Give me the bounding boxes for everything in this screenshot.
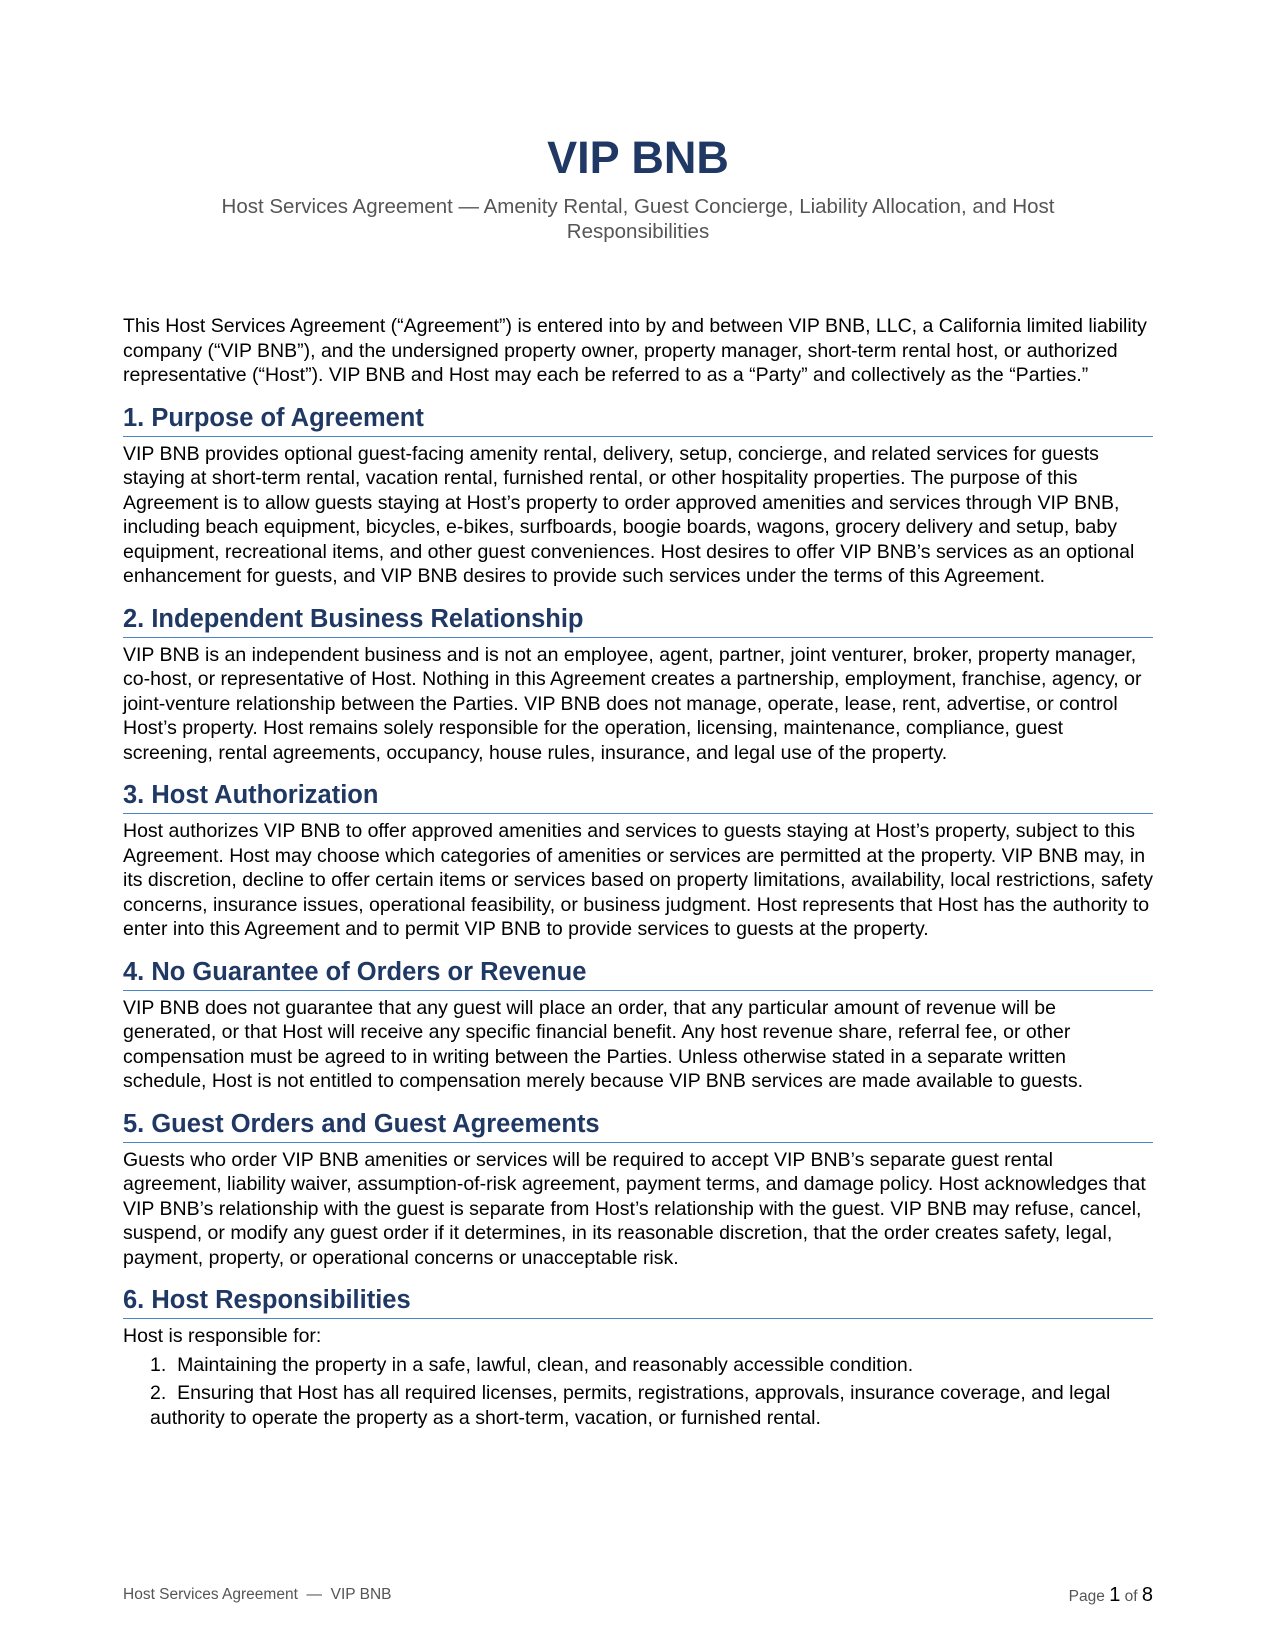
section-heading: 4. No Guarantee of Orders or Revenue [123, 955, 1153, 991]
list-item [150, 1353, 1153, 1378]
section-host-authorization [123, 778, 1153, 942]
total-pages: 8 [1141, 1584, 1153, 1606]
section-no-guarantee [123, 955, 1153, 1094]
section-body: Host is responsible for: [123, 1325, 322, 1348]
section-heading: 5. Guest Orders and Guest Agreements [123, 1107, 1153, 1143]
document-title: VIP BNB [547, 132, 729, 183]
section-independent-relationship [123, 602, 1153, 766]
section-purpose [123, 401, 1153, 589]
section-body: VIP BNB does not guarantee that any guest will place an order, that any particular amount of revenue will be generated, or that Host will receive any specific financial benefit. Any host revenue share, referral fee, or other compensation must be agreed to in writing between the Parties. Unless otherwise stated in a separate written schedule, Host is not entitled to compensation merely because VIP BNB services are made available to guests. [123, 996, 1083, 1093]
list-item-text: Maintaining the property in a safe, lawful, clean, and reasonably accessible condition. [177, 1353, 914, 1376]
section-body: VIP BNB provides optional guest-facing amenity rental, delivery, setup, concierge, and related services for guests staying at short-term rental, vacation rental, furnished rental, or other hospitality properties. The purpose of this Agreement is to allow guests staying at Host’s property to order approved amenities and services through VIP BNB, including beach equipment, bicycles, e-bikes, surfboards, boogie boards, wagons, grocery delivery and setup, baby equipment, recreational items, and other guest conveniences. Host desires to offer VIP BNB’s services as an optional enhancement for guests, and VIP BNB desires to provide such services under the terms of this Agreement. [123, 442, 1135, 588]
footer-page-number [1069, 1584, 1153, 1607]
page-footer [123, 1584, 1153, 1606]
list-item [150, 1381, 1153, 1430]
section-body: VIP BNB is an independent business and is not an employee, agent, partner, joint venturer, broker, property manager, co-host, or representative of Host. Nothing in this Agreement creates a partnership, employment, franchise, agency, or joint-venture relationship between the Parties. VIP BNB does not manage, operate, lease, rent, advertise, or control Host’s property. Host remains solely responsible for the operation, licensing, maintenance, compliance, guest screening, rental agreements, occupancy, house rules, insurance, and legal use of the property. [123, 643, 1142, 764]
document-subtitle: Host Services Agreement — Amenity Rental, Guest Concierge, Liability Allocation, and Host Responsibilities [221, 195, 1055, 243]
section-heading: 2. Independent Business Relationship [123, 602, 1153, 638]
page-label: Page [1068, 1588, 1105, 1605]
document-page [123, 0, 1153, 1434]
list-item-text: Ensuring that Host has all required licenses, permits, registrations, approvals, insurance coverage, and legal authority to operate the property as a short-term, vacation, or furnished rental. [150, 1382, 1111, 1429]
section-body: Host authorizes VIP BNB to offer approved amenities and services to guests staying at Host’s property, subject to this Agreement. Host may choose which categories of amenities or services are permitted at the property. VIP BNB may, in its discretion, decline to offer certain items or services based on property limitations, availability, local restrictions, safety concerns, insurance issues, operational feasibility, or business judgment. Host represents that Host has the authority to enter into this Agreement and to permit VIP BNB to provide services to guests at the property. [123, 820, 1153, 941]
section-heading: 1. Purpose of Agreement [123, 401, 1153, 437]
section-body: Guests who order VIP BNB amenities or services will be required to accept VIP BNB’s separate guest rental agreement, liability waiver, assumption-of-risk agreement, payment terms, and damage policy. Host acknowledges that VIP BNB’s relationship with the guest is separate from Host’s relationship with the guest. VIP BNB may refuse, cancel, suspend, or modify any guest order if it determines, in its reasonable discretion, that the order creates safety, legal, payment, property, or operational concerns or unacceptable risk. [123, 1148, 1146, 1269]
responsibilities-list [123, 1353, 1153, 1431]
section-heading: 3. Host Authorization [123, 778, 1153, 814]
intro-paragraph: This Host Services Agreement (“Agreement”) is entered into by and between VIP BNB, LLC, a California limited liability company (“VIP BNB”), and the undersigned property owner, property manager, short-term rental host, or authorized representative (“Host”). VIP BNB and Host may each be referred to as a “Party” and collectively as the “Parties.” [123, 315, 1147, 387]
section-guest-orders [123, 1107, 1153, 1271]
section-host-responsibilities [123, 1283, 1153, 1430]
list-item-number: 2. [150, 1382, 167, 1405]
of-label: of [1124, 1588, 1138, 1605]
section-heading: 6. Host Responsibilities [123, 1283, 1153, 1319]
footer-document-name: Host Services Agreement — VIP BNB [123, 1586, 392, 1603]
list-item-number: 1. [150, 1353, 167, 1376]
current-page: 1 [1109, 1584, 1121, 1606]
